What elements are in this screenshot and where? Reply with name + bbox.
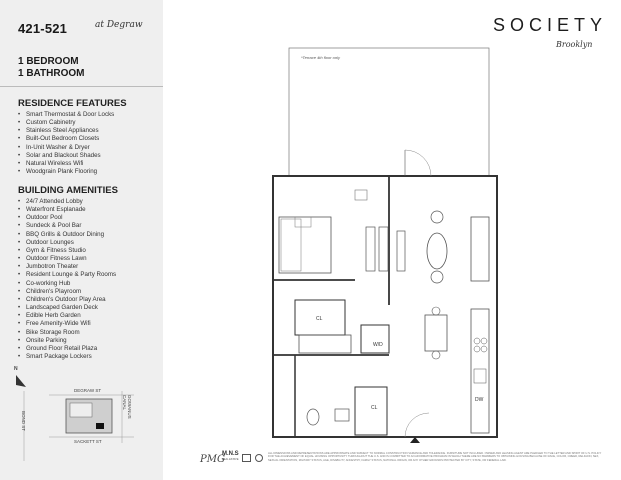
list-item: • Outdoor Fitness Lawn <box>18 255 116 263</box>
list-item: • Children's Outdoor Play Area <box>18 296 116 304</box>
list-item: • Bike Storage Room <box>18 329 116 337</box>
unit-size <box>18 56 84 80</box>
toilet <box>307 409 319 425</box>
coffee-table <box>427 233 447 269</box>
list-item: • Woodgrain Plank Flooring <box>18 168 114 176</box>
pmg-logo: PMG <box>200 454 225 465</box>
list-item: • Ground Floor Retail Plaza <box>18 345 116 353</box>
equal-housing-icon <box>242 454 251 462</box>
mns-logo-sub: REAL ESTATE <box>222 458 239 461</box>
terrace-note: *Terrace 4th floor only <box>301 55 340 60</box>
list-item: • Custom Cabinetry <box>18 119 114 127</box>
accessibility-icon <box>255 454 263 462</box>
list-item: • Smart Package Lockers <box>18 353 116 361</box>
list-item: • Natural Wireless Wifi <box>18 160 114 168</box>
closet-label: CL <box>316 316 323 322</box>
closet-label: CL <box>371 405 378 411</box>
list-item: • Free Amenity-Wide Wifi <box>18 320 116 328</box>
media-console <box>397 231 405 271</box>
list-item: • Outdoor Pool <box>18 214 116 222</box>
north-arrow-icon <box>16 375 26 387</box>
key-map-drawing <box>14 365 154 465</box>
exterior-wall <box>273 176 497 437</box>
building-amenities-list <box>18 198 116 361</box>
bedrooms: 1 BEDROOM <box>18 56 79 67</box>
divider <box>0 86 163 87</box>
street-top: DEGRAW ST <box>74 388 102 393</box>
floor-plan <box>265 45 505 445</box>
sofa <box>471 217 489 281</box>
north-label: N <box>14 366 18 372</box>
list-item: • Gym & Fitness Studio <box>18 247 116 255</box>
building-amenities-title: BUILDING AMENITIES <box>18 185 118 196</box>
list-item: • Waterfront Esplanade <box>18 206 116 214</box>
bathtub <box>299 335 351 353</box>
sink <box>335 409 349 421</box>
list-item: • Solar and Blackout Shades <box>18 152 114 160</box>
list-item: • Jumbotron Theater <box>18 263 116 271</box>
dishwasher-label: DW <box>475 397 484 403</box>
list-item: • Children's Playroom <box>18 288 116 296</box>
sidebar <box>0 0 163 480</box>
list-item: • Outdoor Lounges <box>18 239 116 247</box>
list-item: • Landscaped Garden Deck <box>18 304 116 312</box>
kitchen-counter <box>471 309 489 433</box>
list-item: • Built-Out Bedroom Closets <box>18 135 114 143</box>
bathrooms: 1 BATHROOM <box>18 68 85 79</box>
list-item: • Onsite Parking <box>18 337 116 345</box>
unit-location-marker <box>96 423 104 429</box>
bed <box>279 217 331 273</box>
list-item: • Edible Herb Garden <box>18 312 116 320</box>
list-item: • In-Unit Washer & Dryer <box>18 144 114 152</box>
location-script: at Degraw <box>95 20 143 30</box>
unit-number: 421-521 <box>18 21 68 36</box>
brand-logo: SOCIETY <box>493 15 608 35</box>
list-item: • Resident Lounge & Party Rooms <box>18 271 116 279</box>
list-item: • Sundeck & Pool Bar <box>18 222 116 230</box>
dining-table <box>425 315 447 351</box>
bedroom-closet <box>366 227 375 271</box>
list-item: • Smart Thermostat & Door Locks <box>18 111 114 119</box>
street-left: BOND ST <box>21 411 26 432</box>
list-item: • Co-working Hub <box>18 280 116 288</box>
street-bottom: SACKETT ST <box>74 439 102 444</box>
street-right: GOWANUS CANAL <box>122 395 132 419</box>
legal-disclaimer: ALL DIMENSIONS AND REPRESENTATIONS ARE APPROXIMATE AND SUBJECT TO NORMAL CONSTRUCTION VARIANCE AND TOLERANCE. FURNITURE NOT INCLUDED. OWNER AND LEASING AGENT ARE PLEDGED TO THE LETTER AND SPIRIT OF U.S. POLICY FOR THE ACHIEVEMENT OF EQUAL HOUSING OPPORTUNITY THROUGHOUT THE U.S. AND IS COMMITTED TO AN AFFIRMATIVE PROGRAM IN WHICH THERE ARE NO BARRIERS TO OBTAINING HOUSING BECAUSE OF RACE, COLOR, CREED, RELIGION, SEX, SEXUAL ORIENTATION, MILITARY STATUS, AGE, DISABILITY, ANCESTRY, FAMILY STATUS, NATIONAL ORIGIN, OR ANY OTHER GROUNDS PROTECTED BY CITY, STATE, OR FEDERAL LAW. <box>268 452 602 462</box>
mns-logo: M.N.S <box>222 451 239 457</box>
residence-features-title: RESIDENCE FEATURES <box>18 98 127 109</box>
washer-dryer-label: W/D <box>373 342 383 348</box>
washer-dryer-closet <box>361 325 389 353</box>
terrace-outline <box>289 48 489 176</box>
list-item: • 24/7 Attended Lobby <box>18 198 116 206</box>
list-item: • BBQ Grills & Outdoor Dining <box>18 231 116 239</box>
brand-sub: Brooklyn <box>556 40 593 49</box>
bedroom-closet <box>379 227 388 271</box>
residence-features-list <box>18 111 114 176</box>
list-item: • Stainless Steel Appliances <box>18 127 114 135</box>
key-map <box>14 365 154 470</box>
